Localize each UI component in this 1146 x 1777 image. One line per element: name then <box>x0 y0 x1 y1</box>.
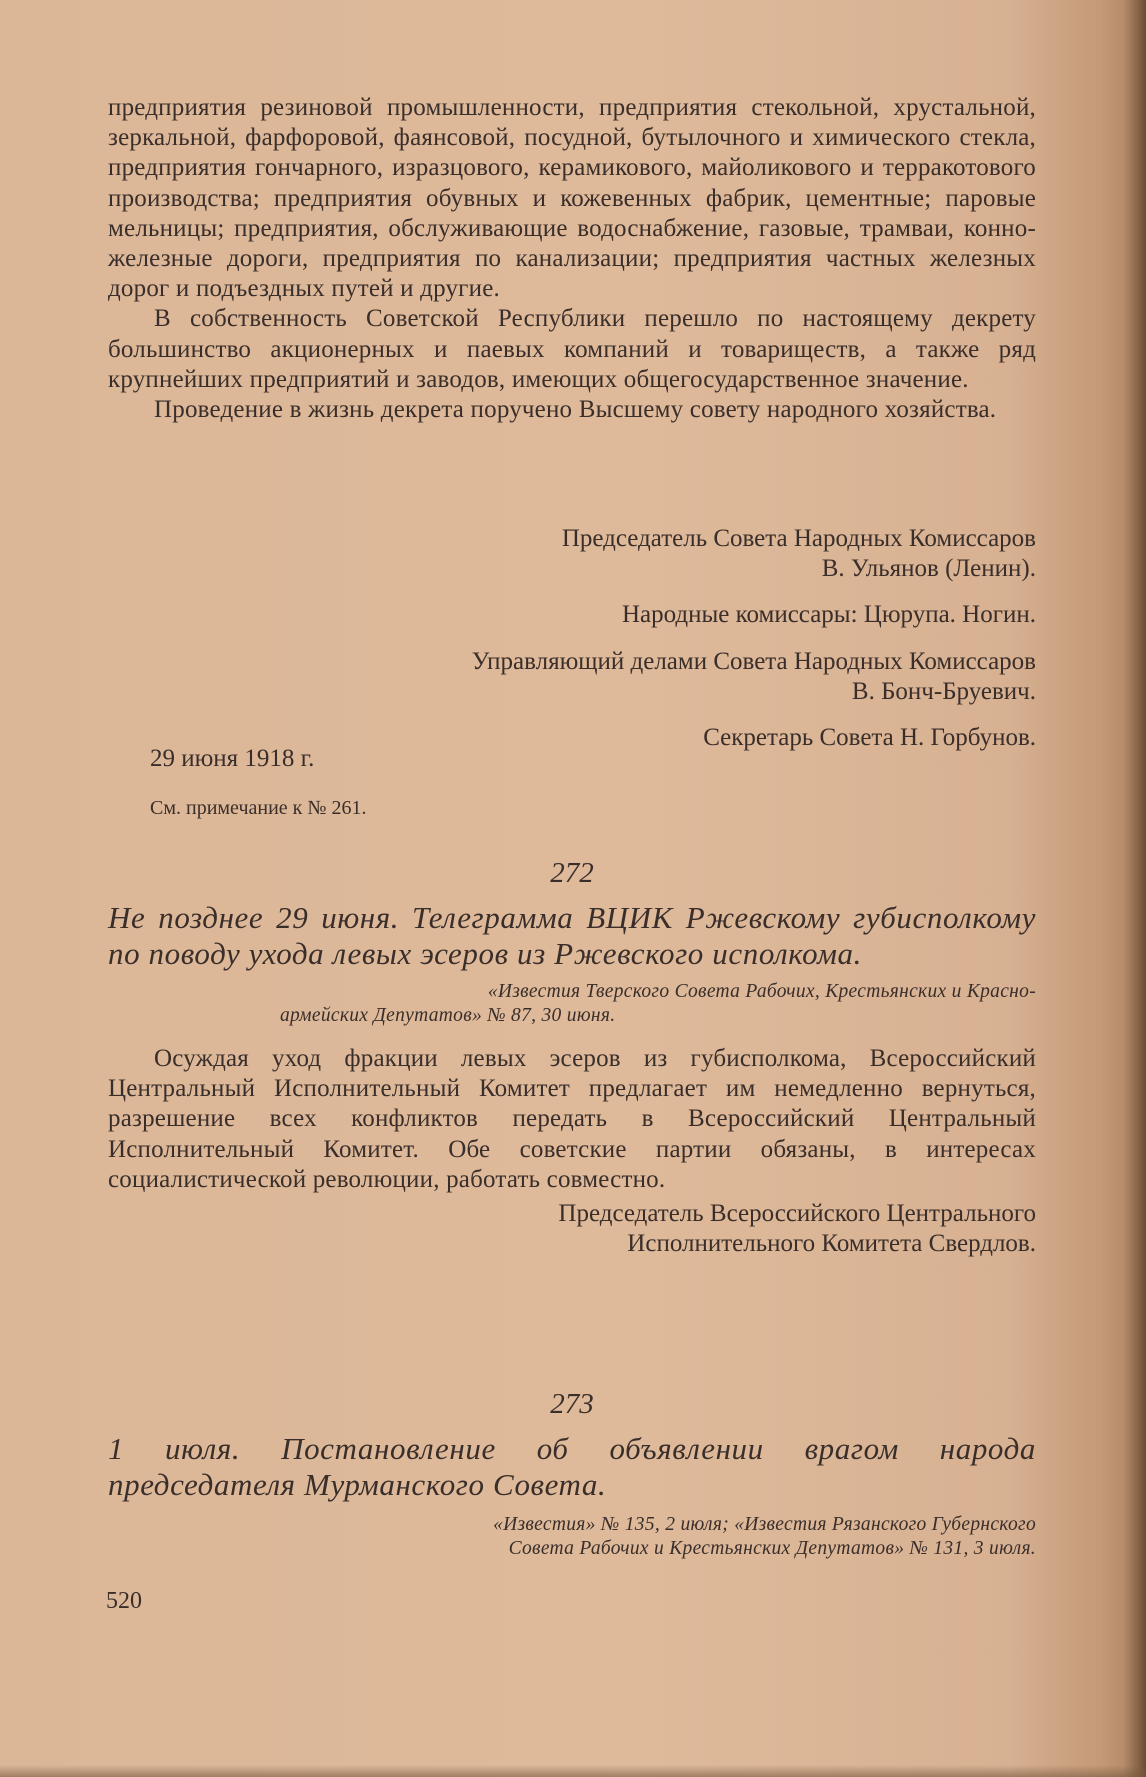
secretary-line: Секретарь Совета Н. Горбунов. <box>703 724 1036 751</box>
document-273-heading: 1 июля. Постановление об объявлении врагом народа председателя Мурманского Совета. <box>108 1431 1036 1502</box>
commissars-line: Народные комиссары: Цюрупа. Ногин. <box>621 601 1036 628</box>
book-spine-shadow <box>1124 0 1146 1777</box>
decree-continuation <box>108 93 1036 425</box>
document-number-273: 273 <box>550 1388 594 1420</box>
chair-name: В. Ульянов (Ленин). <box>821 555 1036 582</box>
document-272-body: Осуждая уход фракции левых эсеров из губисполкома, Всероссийский Центральный Исполнительный Комитет предлагает им немедленно вернуться, разрешение всех конфликтов передать в Всероссийский Центральный Исполнительный Комитет. Обе советские партии обязаны, в интересах социалистической революции, работать совместно. <box>108 1045 1036 1193</box>
decree-paragraph-2: В собственность Советской Республики перешло по настоящему декрету большинство акционерных и паевых компаний и товариществ, а также ряд крупнейших предприятий и заводов, имеющих общегосударственное значение. <box>108 305 1036 393</box>
document-272-signature-line-2: Исполнительного Комитета Свердлов. <box>627 1230 1036 1258</box>
document-273 <box>108 1388 1036 1561</box>
decree-date: 29 июня 1918 г. <box>150 745 315 772</box>
document-272-signature-line-1: Председатель Всероссийского Центрального <box>558 1200 1036 1228</box>
document-273-source-line-2: Совета Рабочих и Крестьянских Депутатов» № 131, 3 июля. <box>508 1538 1036 1559</box>
chair-title: Председатель Совета Народных Комиссаров <box>561 525 1036 552</box>
document-273-source-line-1: «Известия» № 135, 2 июля; «Известия Рязанского Губернского <box>493 1514 1036 1535</box>
decree-note: См. примечание к № 261. <box>150 797 367 819</box>
page-number: 520 <box>106 1588 142 1614</box>
document-272-source-line-1: «Известия Тверского Совета Рабочих, Крестьянских и Красно- <box>487 981 1036 1002</box>
manager-name: В. Бонч-Бруевич. <box>851 678 1036 705</box>
document-272-heading: Не позднее 29 июня. Телеграмма ВЦИК Ржевскому губисполкому по поводу ухода левых эсеров из Ржевского исполкома. <box>108 900 1036 971</box>
decree-signatures <box>108 524 1036 753</box>
document-number-272: 272 <box>550 857 594 889</box>
decree-paragraph-3: Проведение в жизнь декрета поручено Высшему совету народного хозяйства. <box>154 396 997 424</box>
manager-title: Управляющий делами Совета Народных Комиссаров <box>471 648 1036 675</box>
document-272 <box>108 857 1036 1259</box>
decree-paragraph-1: предприятия резиновой промышленности, предприятия стекольной, хрустальной, зеркальной, фарфоровой, фаянсовой, посудной, бутылочного и химического стекла, предприятия гончарного, изразцового, керамикового, майоликового и терракотового производства; предприятия обувных и кожевенных фабрик, цементные; паровые мельницы; предприятия, обслуживающие водоснабжение, газовые, трамваи, конно-железные дороги, предприятия по канализации; предприятия частных железных дорог и подъездных путей и другие. <box>108 94 1036 303</box>
page-bottom-edge <box>0 1765 1146 1777</box>
document-272-source-line-2: армейских Депутатов» № 87, 30 июня. <box>280 1005 616 1026</box>
